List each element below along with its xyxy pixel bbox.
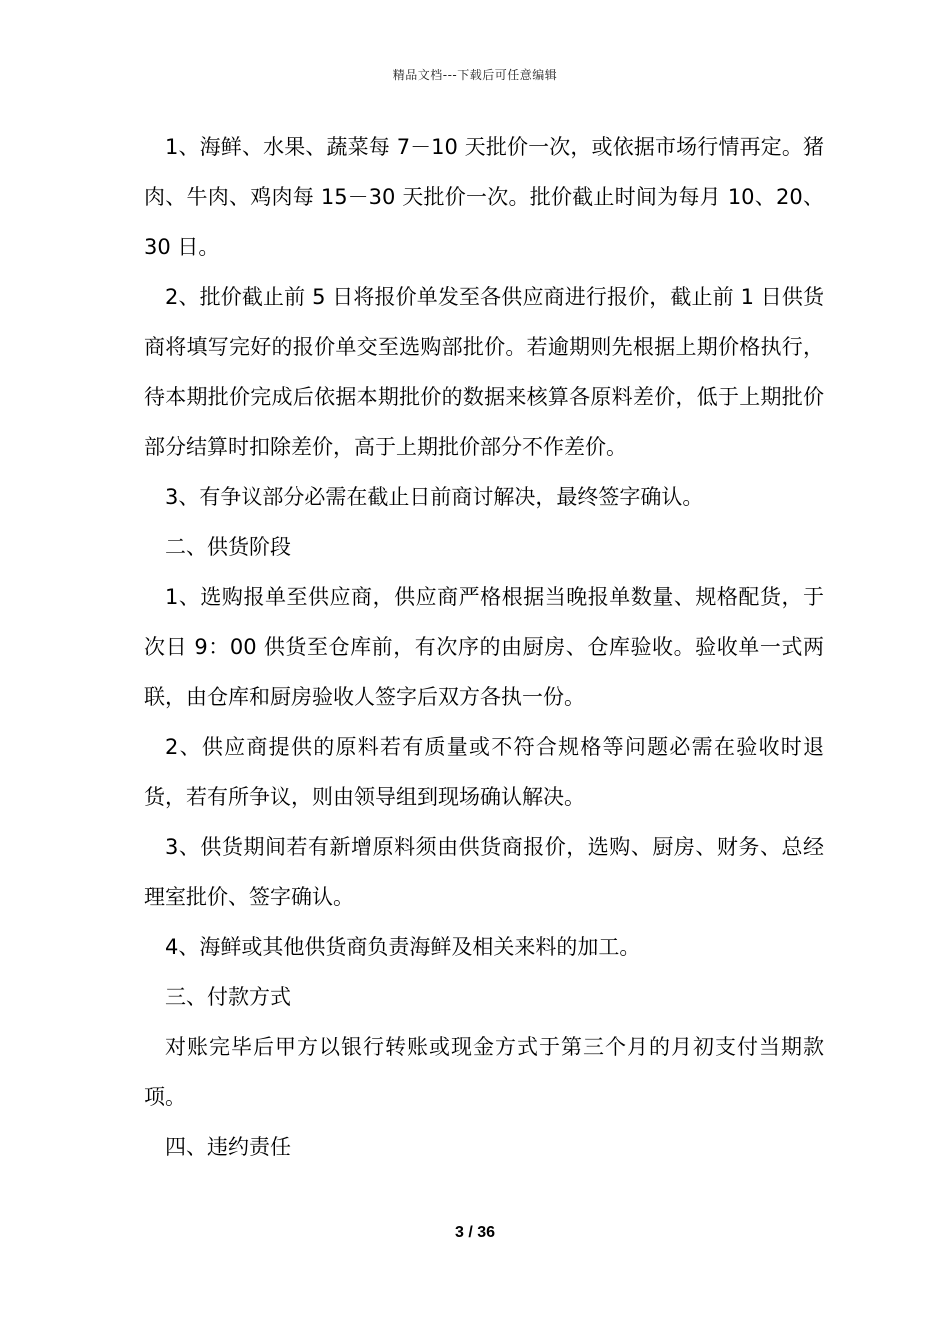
page-number: 3 / 36 (454, 1224, 496, 1241)
paragraph-quotation-process: 2、批价截止前 5 日将报价单发至各供应商进行报价，截止前 1 日供货商将填写完好的报价单交至选购部批价。若逾期则先根据上期价格执行，待本期批价完成后依据本期批价的数据来核算各原料差价，低于上期批价部分结算时扣除差价，高于上期批价部分不作差价。 (144, 285, 824, 459)
paragraph-dispute-resolution: 3、有争议部分必需在截止日前商讨解决，最终签字确认。 (165, 485, 704, 509)
paragraph-supply-ordering: 1、选购报单至供应商，供应商严格根据当晚报单数量、规格配货，于次日 9：00 供货至仓库前，有次序的由厨房、仓库验收。验收单一式两联，由仓库和厨房验收人签字后双方各执一份。 (144, 585, 824, 709)
section-heading-supply-stage: 二、供货阶段 (165, 535, 291, 559)
paragraph-new-materials: 3、供货期间若有新增原料须由供货商报价，选购、厨房、财务、总经理室批价、签字确认。 (144, 835, 824, 909)
section-heading-payment-method: 三、付款方式 (165, 985, 291, 1009)
paragraph-payment-terms: 对账完毕后甲方以银行转账或现金方式于第三个月的月初支付当期款项。 (144, 1035, 824, 1109)
paragraph-batch-pricing-schedule: 1、海鲜、水果、蔬菜每 7－10 天批价一次，或依据市场行情再定。猪肉、牛肉、鸡肉每 15－30 天批价一次。批价截止时间为每月 10、20、30 日。 (144, 135, 824, 259)
document-body (144, 122, 824, 1172)
page-header: 精品文档---下载后可任意编辑 (392, 68, 558, 82)
paragraph-seafood-processing: 4、海鲜或其他供货商负责海鲜及相关来料的加工。 (165, 935, 641, 959)
section-heading-breach-liability: 四、违约责任 (165, 1135, 291, 1159)
paragraph-quality-returns: 2、供应商提供的原料若有质量或不符合规格等问题必需在验收时退货，若有所争议，则由领导组到现场确认解决。 (144, 735, 824, 809)
